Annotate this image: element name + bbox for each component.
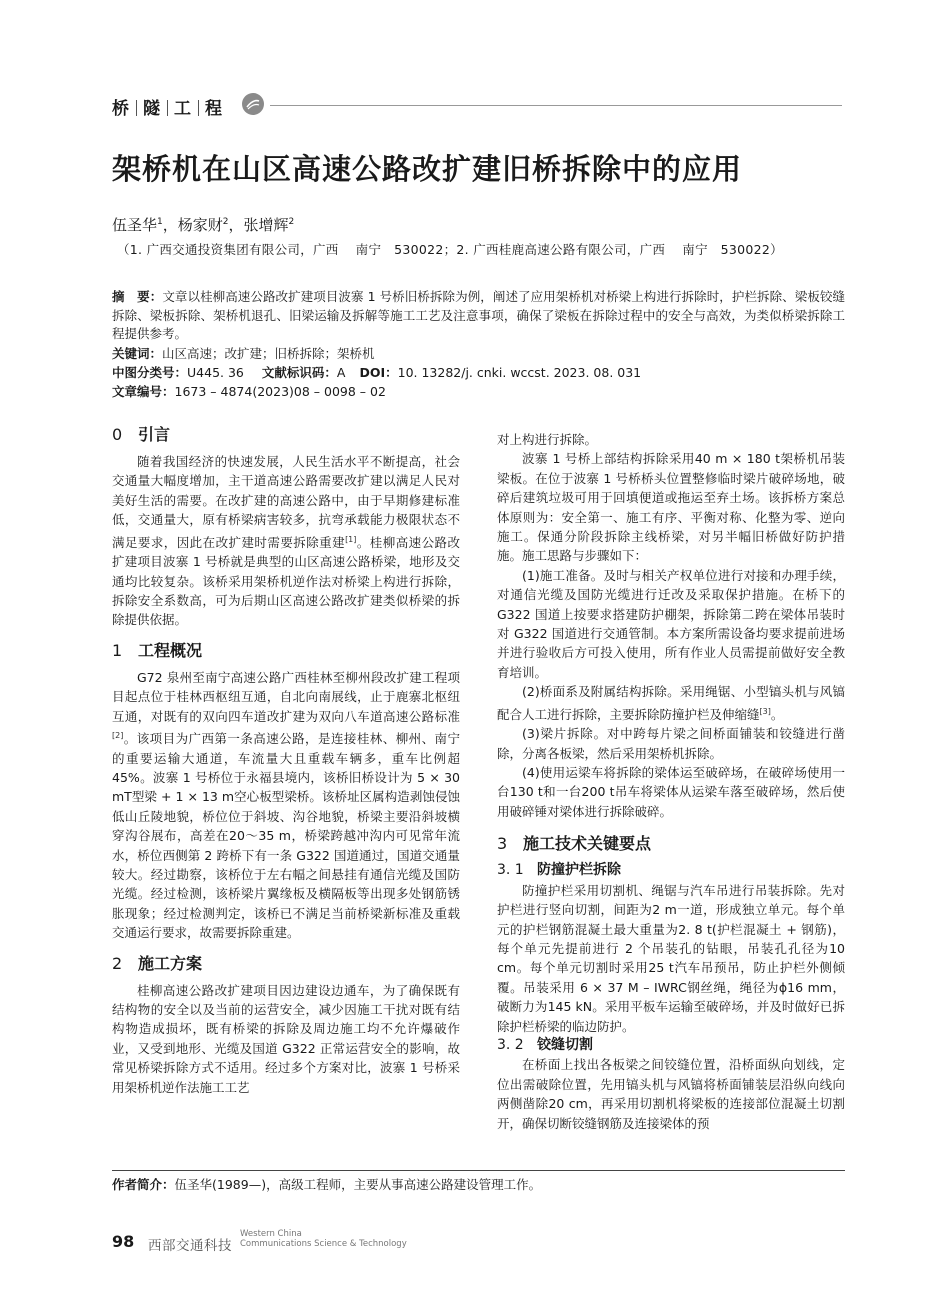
section-title: 施工技术关键要点 — [523, 834, 652, 854]
citation-ref: [2] — [112, 731, 124, 741]
subsection-3-2-heading — [497, 1036, 845, 1055]
page-number: 98 — [112, 1232, 135, 1251]
text-run: G72 泉州至南宁高速公路广西桂林至柳州段改扩建工程项目起点位于桂林西枢纽互通，自北向南展线，止于鹿寨北枢纽互通，对既有的双向四车道改扩建为双向八车道高速公路标准 — [112, 669, 460, 724]
right-column — [497, 430, 845, 1133]
affiliations: （1. 广西交通投资集团有限公司，广西 南宁 530022；2. 广西桂鹿高速公路有限公司，广西 南宁 530022） — [117, 242, 783, 257]
text-run: 。 — [770, 706, 784, 722]
step-2 — [497, 682, 845, 724]
abstract — [112, 288, 845, 344]
section-number: 3 — [497, 834, 508, 854]
journal-name-en-line: Western China — [240, 1229, 302, 1239]
author-affil-mark: 2 — [288, 217, 295, 227]
overview-paragraph — [112, 668, 460, 943]
abstract-text: 文章以桂柳高速公路改扩建项目波寨 1 号桥旧桥拆除为例，阐述了应用架桥机对桥梁上构进行拆除时，护栏拆除、梁板铰缝拆除、梁板拆除、架桥机退孔、旧梁运输及拆解等施工工艺及注意事项，确保了梁板在拆除过程中的安全与高效，为类似桥梁拆除工程提供参考。 — [112, 289, 845, 341]
text-run: 随着我国经济的快速发展，人民生活水平不断提高，社会交通量大幅度增加，主干道高速公路需要改扩建以满足人民对美好生活的需要。在改扩建的高速公路中，由于早期修建标准低，交通量大，原有桥梁病害较多，抗弯承载能力极限状态不满足要求，因此在改扩建时需要拆除重建 — [112, 454, 460, 550]
step-4: (4)使用运梁车将拆除的梁体运至破碎场，在破碎场使用一台130 t和一台200 t吊车将梁体从运梁车落至破碎场，然后使用破碎锤对梁体进行拆除破碎。 — [497, 765, 845, 819]
article-number-label: 文章编号： — [112, 384, 175, 399]
journal-name: 西部交通科技 — [148, 1238, 232, 1254]
section-logo-icon — [242, 93, 264, 115]
subsection-title: 防撞护栏拆除 — [537, 862, 621, 879]
section-2-heading — [112, 953, 460, 975]
author-list — [112, 214, 294, 235]
author-affil-mark: 1 — [157, 217, 163, 227]
section-header — [112, 92, 842, 118]
hinge-cutting-paragraph: 在桥面上找出各板梁之间铰缝位置，沿桥面纵向划线，定位出需破除位置，先用镐头机与风镐将桥面铺装层沿纵向线向两侧凿除20 cm，再采用切割机将梁板的连接部位混凝土切割开，确保切断铰缝钢筋及连接梁体的预 — [497, 1057, 845, 1131]
clc-code: U445. 36 — [187, 365, 244, 380]
journal-name-en-line: Communications Science & Technology — [240, 1239, 407, 1249]
keywords — [112, 345, 845, 364]
doi-label: DOI： — [359, 365, 398, 380]
article-number — [112, 383, 845, 402]
plan-paragraph: 波寨 1 号桥上部结构拆除采用40 m × 180 t架桥机吊装梁板。在位于波寨 1 号桥桥头位置整修临时梁片破碎场地，破碎后建筑垃圾可用于回填便道或拖运至弃土场。该拆桥方案总体原则为：安全第一、施工有序、平衡对称、化整为零、逆向施工。保通分阶段拆除主线桥梁，对另半幅旧桥做好防护措施。施工思路与步骤如下： — [497, 451, 845, 564]
author-name: 杨家财 — [177, 216, 223, 234]
section-char: 工 — [174, 99, 192, 119]
section-char: 隧 — [143, 99, 161, 119]
clc-label: 中图分类号： — [112, 365, 188, 380]
section-number: 0 — [112, 425, 123, 444]
section-number: 2 — [112, 953, 123, 973]
author-bio — [112, 1175, 845, 1193]
author-name: 伍圣华 — [112, 216, 158, 234]
paper-title: 架桥机在山区高速公路改扩建旧桥拆除中的应用 — [112, 152, 743, 186]
classification-line — [112, 364, 845, 383]
keywords-text: 山区高速；改扩建；旧桥拆除；架桥机 — [162, 346, 375, 361]
author-bio-label: 作者简介： — [112, 1177, 175, 1192]
author-separator: ， — [162, 216, 178, 234]
intro-paragraph — [112, 452, 460, 630]
plan-paragraph-start: 桂柳高速公路改扩建项目因边建设边通车，为了确保既有结构物的安全以及当前的运营安全，减少因施工干扰对既有结构物造成损坏，既有桥梁的拆除及周边施工均不允许爆破作业，又受到地形、光缆及国道 G322 正常运营安全的影响，故常见桥梁拆除方式不适用。经过多个方案对比，波寨 1 号桥采用架桥机逆作法施工工艺 — [112, 982, 460, 1095]
section-title: 引言 — [138, 425, 171, 444]
section-0-heading — [112, 424, 460, 446]
section-number: 1 — [112, 640, 123, 660]
doc-code: A — [336, 365, 346, 380]
abstract-label: 摘 要： — [112, 289, 163, 304]
section-char: 程 — [205, 99, 223, 119]
section-1-heading — [112, 640, 460, 662]
subsection-number: 3. 2 — [497, 1036, 524, 1053]
doc-code-label: 文献标识码： — [261, 365, 337, 380]
author-name: 张增辉 — [243, 216, 289, 234]
section-label — [112, 94, 223, 119]
footnote-rule — [112, 1170, 845, 1171]
step-1: (1)施工准备。及时与相关产权单位进行对接和办理手续，对通信光缆及国防光缆进行迁改及采取保护措施。在桥下的 G322 国道上按要求搭建防护棚架，拆除第二跨在梁体吊装时对 G322 国道进行交通管制。本方案所需设备均要求提前进场并进行验收后方可投入使用，所有作业人员需提前做好安全教育培训。 — [497, 567, 845, 680]
header-rule — [270, 105, 842, 106]
section-title: 施工方案 — [138, 953, 203, 973]
subsection-3-1-heading — [497, 861, 845, 880]
section-title: 工程概况 — [138, 640, 203, 660]
article-number-value: 1673 – 4874(2023)08 – 0098 – 02 — [174, 384, 386, 399]
citation-ref: [1] — [345, 534, 357, 544]
section-3-heading — [497, 833, 845, 855]
author-separator: ， — [228, 216, 244, 234]
citation-ref: [3] — [759, 706, 771, 716]
guardrail-paragraph: 防撞护栏采用切割机、绳锯与汽车吊进行吊装拆除。先对护栏进行竖向切割，间距为2 m一道，形成独立单元。每个单元的护栏钢筋混凝土最大重量为2. 8 t(护栏混凝土 + 钢筋)，每个单元先提前进行 2 个吊装孔的钻眼，吊装孔孔径为10 cm。每个单元切割时采用25 t汽车吊预吊，防止护栏外侧倾覆。吊装采用 6 × 37 M – IWRC钢丝绳，绳径为ϕ16 mm，破断力为145 kN。采用平板车运输至破碎场，并及时做好已拆除护栏桥梁的临边防护。 — [497, 882, 845, 1034]
text-run: 。该项目为广西第一条高速公路，是连接桂林、柳州、南宁的重要运输大通道，车流量大且重载车辆多，重车比例超 45%。波寨 1 号桥位于永福县境内，该桥旧桥设计为 5 × 30 mT型梁 + 1 × 13 m空心板型梁桥。该桥址区属构造剥蚀侵蚀低山丘陵地貌，桥位位于斜坡、沟谷地貌，桥梁主要沿斜坡横穿沟谷展布，高差在20～35 m，桥梁跨越冲沟内可见常年流水，桥位西侧第 2 跨桥下有一条 G322 国道通过，国道交通量较大。经过勘察，该桥位于左右幅之间悬挂有通信光缆及国防光缆。经过检测，该桥梁片翼缘板及横隔板等出现多处钢筋锈胀现象；经过检测判定，该桥已不满足当前桥梁新标准及重载交通运行要求，故需要拆除重建。 — [112, 731, 460, 941]
subsection-number: 3. 1 — [497, 862, 524, 879]
subsection-title: 铰缝切割 — [537, 1036, 593, 1053]
author-bio-text: 伍圣华(1989—)，高级工程师，主要从事高速公路建设管理工作。 — [174, 1177, 542, 1192]
section-char: 桥 — [112, 99, 130, 119]
author-affil-mark: 2 — [222, 217, 229, 227]
keywords-label: 关键词： — [112, 346, 163, 361]
left-column — [112, 424, 460, 1097]
text-run: 。桂柳高速公路改扩建项目波寨 1 号桥就是典型的山区高速公路桥梁，地形及交通均比较复杂。该桥采用架桥机逆作法对桥梁上构进行拆除，拆除安全系数高，可为后期山区高速公路改扩建类似桥梁的拆除提供依据。 — [112, 534, 460, 628]
text-run: (2)桥面系及附属结构拆除。采用绳锯、小型镐头机与风镐配合人工进行拆除，主要拆除防撞护栏及伸缩缝 — [497, 684, 845, 722]
step-3: (3)梁片拆除。对中跨每片梁之间桥面铺装和铰缝进行凿除，分离各板梁，然后采用架桥机拆除。 — [497, 726, 845, 761]
journal-name-en — [240, 1229, 407, 1249]
plan-paragraph-cont: 对上构进行拆除。 — [497, 432, 598, 447]
doi-value: 10. 13282/j. cnki. wccst. 2023. 08. 031 — [397, 365, 642, 380]
